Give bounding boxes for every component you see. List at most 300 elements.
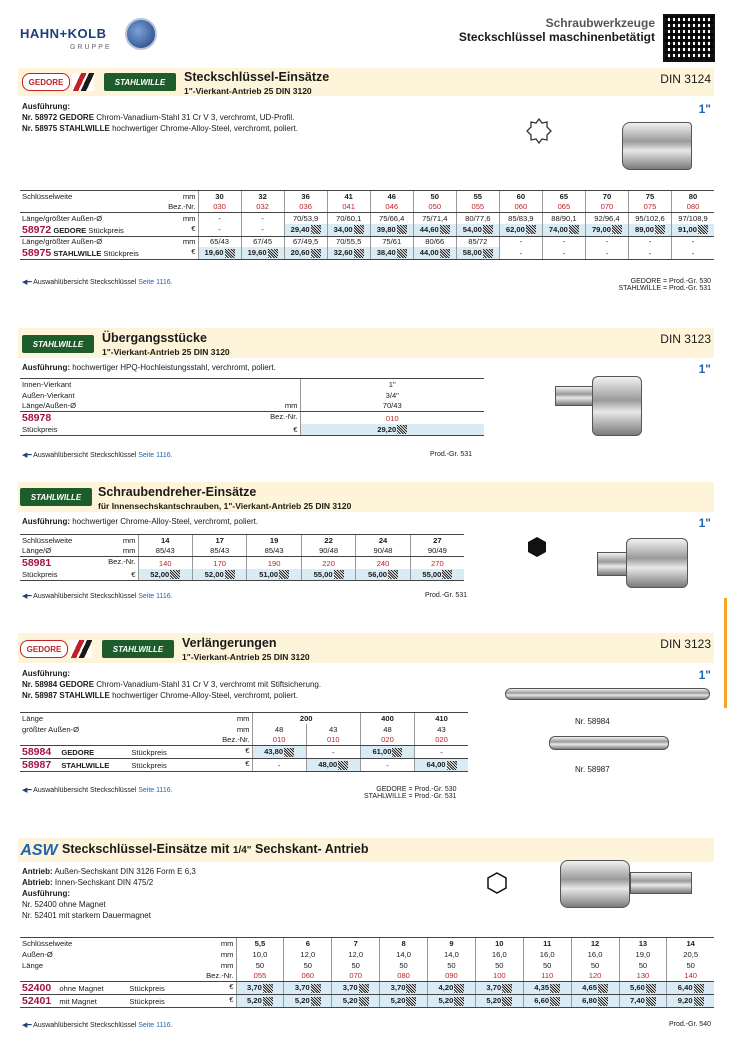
order-code: 240	[356, 557, 410, 570]
price-value: 44,00	[419, 248, 439, 258]
currency-label: €	[245, 759, 250, 768]
table-row	[20, 713, 468, 724]
price-cell[interactable]	[667, 982, 714, 995]
overview-link-page[interactable]: Seite 1116.	[138, 593, 173, 600]
product-group-info: Prod.-Gr. 540	[668, 1021, 711, 1028]
size-header: 14	[138, 535, 192, 546]
row-unit: mm	[182, 237, 196, 247]
overview-link-page[interactable]: Seite 1116.	[138, 452, 173, 459]
price-cell[interactable]	[585, 247, 628, 260]
price-value: 56,00	[368, 569, 388, 579]
size-header: 13	[619, 938, 667, 949]
price-value: -	[440, 747, 443, 757]
price-value: 39,80	[376, 224, 396, 234]
brand-label: GEDORE	[53, 225, 87, 235]
price-cell[interactable]	[300, 424, 484, 435]
price-cell[interactable]	[523, 995, 571, 1008]
section-title: Übergangsstücke	[102, 331, 207, 345]
overview-link-page[interactable]: Seite 1116.	[138, 787, 173, 794]
order-qr-icon[interactable]	[646, 984, 656, 993]
execution-label: Ausführung:	[22, 517, 70, 526]
execution-block	[22, 516, 258, 527]
price-cell[interactable]	[380, 995, 428, 1008]
order-qr-icon[interactable]	[454, 984, 464, 993]
order-qr-icon[interactable]	[359, 984, 369, 993]
price-cell[interactable]	[456, 247, 499, 260]
price-cell[interactable]	[428, 982, 476, 995]
order-code: 075	[628, 202, 671, 213]
order-qr-icon[interactable]	[354, 249, 364, 258]
currency-label: €	[229, 982, 234, 991]
overview-link-page[interactable]: Seite 1116.	[138, 279, 173, 286]
order-qr-icon[interactable]	[550, 984, 560, 993]
variant-label: mit Magnet	[59, 997, 97, 1006]
order-code: 100	[475, 971, 523, 982]
overview-link-text[interactable]: Auswahlübersicht Steckschlüssel	[33, 452, 137, 459]
price-cell[interactable]	[306, 746, 360, 759]
price-cell[interactable]	[284, 247, 327, 260]
spec-table-58984	[20, 712, 468, 772]
size-header: 32	[241, 191, 284, 202]
dimension-cell: 75/71,4	[413, 213, 456, 224]
order-qr-icon[interactable]	[483, 225, 493, 234]
order-qr-icon[interactable]	[406, 984, 416, 993]
currency-label: €	[293, 424, 298, 434]
price-value: 6,80	[582, 996, 597, 1006]
price-cell[interactable]	[672, 224, 714, 237]
label-cell	[20, 557, 138, 570]
table-row	[20, 759, 468, 772]
arrow-left-icon: ◀━	[22, 452, 32, 459]
price-cell[interactable]	[619, 982, 667, 995]
article-cell	[20, 224, 198, 237]
din-standard: DIN 3124	[660, 72, 711, 86]
price-cell[interactable]	[475, 995, 523, 1008]
diameter-cell: 16,0	[475, 949, 523, 960]
price-value: 62,00	[505, 224, 525, 234]
order-qr-icon[interactable]	[598, 997, 608, 1006]
screwdriver-socket-image[interactable]	[626, 538, 688, 588]
overview-link-text[interactable]: Auswahlübersicht Steckschlüssel	[33, 279, 137, 286]
spec-table-58978	[20, 378, 484, 436]
price-cell[interactable]	[284, 982, 332, 995]
price-cell[interactable]	[619, 995, 667, 1008]
qr-code-icon[interactable]	[663, 14, 715, 62]
price-value: -	[562, 248, 566, 258]
order-qr-icon[interactable]	[440, 225, 450, 234]
table-row	[20, 236, 714, 247]
order-qr-icon[interactable]	[359, 997, 369, 1006]
row-unit: mm	[122, 535, 136, 545]
size-header: 46	[370, 191, 413, 202]
overview-link-text[interactable]: Auswahlübersicht Steckschlüssel	[33, 593, 137, 600]
order-qr-icon[interactable]	[569, 225, 579, 234]
price-cell[interactable]	[571, 982, 619, 995]
execution-number: Nr. 58975 STAHLWILLE	[22, 124, 110, 133]
price-value: -	[277, 760, 281, 770]
order-qr-icon[interactable]	[694, 997, 704, 1006]
order-qr-icon[interactable]	[397, 249, 407, 258]
length-header: 410	[415, 713, 468, 724]
execution-variant: Nr. 52400 ohne Magnet	[22, 900, 106, 909]
order-qr-icon[interactable]	[598, 984, 608, 993]
price-cell[interactable]	[571, 995, 619, 1008]
dimension-cell: -	[628, 236, 671, 247]
price-cell[interactable]	[332, 995, 380, 1008]
table-row	[20, 960, 714, 971]
diameter-cell: 12,0	[284, 949, 332, 960]
price-cell[interactable]	[138, 569, 192, 580]
stahlwille-logo: STAHLWILLE	[102, 640, 174, 658]
price-value: 9,20	[677, 996, 693, 1006]
overview-link[interactable]	[22, 278, 173, 286]
dimension-cell: 85/43	[247, 546, 301, 557]
order-qr-icon[interactable]	[263, 997, 273, 1006]
row-label: Stückpreis	[22, 569, 58, 579]
price-cell[interactable]	[456, 224, 499, 237]
price-value: 52,00	[150, 569, 170, 579]
price-cell[interactable]	[542, 247, 585, 260]
price-cell[interactable]	[523, 982, 571, 995]
dimension-cell: 70/55,5	[327, 236, 370, 247]
order-code: 010	[306, 735, 360, 746]
order-code: 220	[301, 557, 355, 570]
price-cell[interactable]	[415, 759, 468, 772]
price-value: -	[386, 760, 389, 770]
order-qr-icon[interactable]	[225, 249, 235, 258]
price-cell[interactable]	[380, 982, 428, 995]
long-extension-image[interactable]	[505, 688, 710, 700]
price-cell[interactable]	[542, 224, 585, 237]
order-qr-icon[interactable]	[334, 570, 344, 579]
price-cell[interactable]	[236, 982, 284, 995]
price-cell[interactable]	[672, 247, 714, 260]
price-value: -	[691, 248, 695, 258]
dimension-cell: -	[585, 236, 628, 247]
dimension-cell: 85/72	[456, 236, 499, 247]
price-value: 44,60	[419, 224, 439, 234]
order-code: 110	[523, 971, 571, 982]
price-value: 4,35	[534, 983, 550, 993]
order-code: 060	[284, 971, 332, 982]
order-code: 041	[327, 202, 370, 213]
order-qr-icon[interactable]	[698, 225, 708, 234]
price-cell[interactable]	[247, 569, 301, 580]
section-title: Schraubendreher-Einsätze	[98, 485, 257, 499]
hex-shank-image	[630, 872, 692, 894]
order-qr-icon[interactable]	[442, 570, 452, 579]
price-cell[interactable]	[327, 247, 370, 260]
price-value: 19,60	[247, 248, 267, 258]
price-cell[interactable]	[252, 759, 306, 772]
length-label: Länge/Außen-Ø	[22, 401, 77, 411]
article-cell	[20, 759, 252, 772]
spec-table-58981	[20, 534, 464, 581]
price-cell[interactable]	[198, 224, 241, 237]
length-cell: 50	[523, 960, 571, 971]
order-qr-icon[interactable]	[263, 984, 273, 993]
product-group-stahlwille: STAHLWILLE = Prod.-Gr. 531	[364, 793, 457, 800]
short-extension-image[interactable]	[549, 736, 669, 750]
row-label: Länge/größter Außen-Ø	[22, 213, 103, 223]
size-header: 14	[667, 938, 714, 949]
order-qr-icon[interactable]	[454, 997, 464, 1006]
table-row	[20, 971, 714, 982]
price-cell[interactable]	[585, 224, 628, 237]
order-code: 080	[380, 971, 428, 982]
table-row	[20, 191, 714, 202]
execution-label: Ausführung:	[22, 669, 70, 678]
adapter-product-image[interactable]	[592, 376, 642, 436]
gedore-logo: GEDORE	[22, 73, 70, 91]
order-qr-icon[interactable]	[447, 761, 457, 770]
nut-setter-image[interactable]	[560, 860, 630, 908]
price-cell[interactable]	[667, 995, 714, 1008]
size-header: 24	[356, 535, 410, 546]
price-value: 29,20	[377, 424, 397, 434]
execution-number: Nr. 58984 GEDORE	[22, 680, 95, 689]
adapter-square-image	[555, 386, 595, 406]
price-value: 5,60	[630, 983, 645, 993]
size-header: 10	[475, 938, 523, 949]
order-qr-icon[interactable]	[354, 225, 364, 234]
title-fraction: 1/4"	[232, 845, 252, 856]
price-value: 3,70	[390, 983, 406, 993]
gedore-slash-icon	[72, 73, 94, 91]
dimension-cell: 97/108,9	[672, 213, 714, 224]
order-qr-icon[interactable]	[612, 225, 622, 234]
dimension-cell: 70/53,9	[284, 213, 327, 224]
price-cell[interactable]	[499, 224, 542, 237]
order-qr-icon[interactable]	[388, 570, 398, 579]
order-code: 270	[410, 557, 464, 570]
article-number[interactable]: 58972	[22, 223, 52, 236]
price-cell[interactable]	[628, 224, 671, 237]
price-cell[interactable]	[332, 982, 380, 995]
dimension-cell: 88/90,1	[542, 213, 585, 224]
price-cell[interactable]	[284, 224, 327, 237]
article-number[interactable]: 58984	[22, 746, 52, 758]
price-value: 34,00	[333, 224, 353, 234]
price-label: Stückpreis	[22, 424, 58, 434]
price-cell[interactable]	[370, 224, 413, 237]
price-cell[interactable]	[306, 759, 360, 772]
logo-subtext: GRUPPE	[70, 44, 112, 51]
length-cell: 50	[332, 960, 380, 971]
order-qr-icon[interactable]	[284, 748, 294, 757]
price-cell[interactable]	[628, 247, 671, 260]
brand-label: GEDORE	[61, 748, 95, 757]
label-cell: Außen-Vierkant	[22, 390, 75, 400]
table-row	[20, 735, 468, 746]
price-cell[interactable]	[475, 982, 523, 995]
dimension-cell: 75/61	[370, 236, 413, 247]
price-value: 61,00	[372, 747, 392, 757]
overview-link-text[interactable]: Auswahlübersicht Steckschlüssel	[33, 787, 137, 794]
order-qr-icon[interactable]	[440, 249, 450, 258]
price-cell[interactable]	[428, 995, 476, 1008]
label-cell	[20, 213, 198, 224]
label-cell	[20, 949, 236, 960]
socket-product-image[interactable]	[622, 122, 692, 170]
label-cell	[20, 960, 236, 971]
article-number[interactable]: 52400	[22, 982, 52, 994]
order-qr-icon[interactable]	[397, 425, 407, 434]
length-header: 400	[360, 713, 414, 724]
size-header: 8	[380, 938, 428, 949]
price-value: 3,70	[247, 983, 262, 993]
price-value: 4,65	[582, 983, 597, 993]
dimension-cell: 95/102,6	[628, 213, 671, 224]
order-qr-icon[interactable]	[279, 570, 289, 579]
size-header: 36	[284, 191, 327, 202]
dimension-cell: 80/66	[413, 236, 456, 247]
price-cell[interactable]	[241, 247, 284, 260]
order-qr-icon[interactable]	[311, 249, 321, 258]
price-cell[interactable]	[192, 569, 246, 580]
price-value: 6,40	[677, 983, 693, 993]
article-number[interactable]: 58975	[22, 247, 52, 259]
stahlwille-logo: STAHLWILLE	[104, 73, 176, 91]
page-edge-marker	[724, 598, 727, 708]
price-cell[interactable]	[360, 746, 414, 759]
size-header: 17	[192, 535, 246, 546]
table-row	[20, 224, 714, 237]
order-code: 020	[415, 735, 468, 746]
subcategory-title: Steckschlüssel maschinenbetätigt	[458, 30, 655, 44]
order-qr-icon[interactable]	[526, 225, 536, 234]
table-row	[20, 569, 464, 580]
price-cell[interactable]	[415, 746, 468, 759]
overview-link[interactable]	[22, 451, 173, 459]
price-cell[interactable]	[236, 995, 284, 1008]
article-number[interactable]: 52401	[22, 995, 52, 1007]
dimension-cell: 65/43	[198, 236, 241, 247]
row-label: Schlüsselweite	[22, 938, 73, 948]
order-qr-icon[interactable]	[646, 997, 656, 1006]
price-label-cell	[20, 424, 300, 435]
order-qr-icon[interactable]	[406, 997, 416, 1006]
price-value: 64,00	[426, 760, 446, 770]
price-cell[interactable]	[301, 569, 355, 580]
dimension-cell: -	[499, 236, 542, 247]
label-cell: Bez.-Nr.	[20, 735, 252, 746]
order-code: 190	[247, 557, 301, 570]
order-qr-icon[interactable]	[483, 249, 493, 258]
price-value: 20,60	[290, 248, 310, 258]
price-cell[interactable]	[413, 224, 456, 237]
row-label: Schlüsselweite	[22, 191, 73, 201]
article-number[interactable]: 58987	[22, 759, 52, 771]
order-code: 140	[667, 971, 714, 982]
row-label: größter Außen-Ø	[22, 724, 79, 734]
product-group-info	[618, 278, 711, 292]
length-cell: 50	[236, 960, 284, 971]
dimension-cell: 80/77,6	[456, 213, 499, 224]
dimension-cell: 85/43	[192, 546, 246, 557]
article-cell	[20, 247, 198, 260]
price-label: Stückpreis	[88, 225, 124, 235]
price-cell[interactable]	[499, 247, 542, 260]
price-cell[interactable]	[360, 759, 414, 772]
order-qr-icon[interactable]	[311, 984, 321, 993]
price-cell[interactable]	[284, 995, 332, 1008]
order-code: 070	[585, 202, 628, 213]
article-number[interactable]: 58978	[22, 412, 52, 424]
row-label[interactable]: 58981	[22, 557, 52, 569]
order-qr-icon[interactable]	[392, 748, 402, 757]
order-qr-icon[interactable]	[311, 997, 321, 1006]
price-value: 51,00	[259, 569, 279, 579]
hex-bit-image	[597, 552, 627, 576]
order-qr-icon[interactable]	[502, 997, 512, 1006]
order-qr-icon[interactable]	[311, 225, 321, 234]
order-qr-icon[interactable]	[694, 984, 704, 993]
price-cell[interactable]	[413, 247, 456, 260]
order-qr-icon[interactable]	[502, 984, 512, 993]
label-cell	[20, 713, 252, 724]
price-value: 54,00	[462, 224, 482, 234]
order-code: 030	[198, 202, 241, 213]
overview-link[interactable]	[22, 1021, 173, 1029]
table-row	[20, 995, 714, 1008]
price-cell[interactable]	[252, 746, 306, 759]
order-qr-icon[interactable]	[338, 761, 348, 770]
order-code: 065	[542, 202, 585, 213]
label-cell	[20, 938, 236, 949]
execution-label: Ausführung:	[22, 889, 70, 898]
size-header: 55	[456, 191, 499, 202]
dimension-cell: 92/96,4	[585, 213, 628, 224]
price-cell[interactable]	[327, 224, 370, 237]
row-unit: mm	[220, 960, 234, 970]
price-cell[interactable]	[356, 569, 410, 580]
order-qr-icon[interactable]	[397, 225, 407, 234]
order-qr-icon[interactable]	[655, 225, 665, 234]
table-row	[20, 724, 468, 735]
table-row	[20, 557, 464, 570]
currency-label: €	[191, 223, 196, 233]
price-cell[interactable]	[198, 247, 241, 260]
dimension-cell: -	[241, 213, 284, 224]
order-qr-icon[interactable]	[225, 570, 235, 579]
price-value: 79,00	[591, 224, 611, 234]
order-code: 090	[428, 971, 476, 982]
overview-link[interactable]	[22, 592, 173, 600]
execution-text: hochwertiger Chrome-Alloy-Steel, verchromt, poliert.	[109, 124, 298, 133]
label-cell	[20, 535, 138, 546]
price-label: Stückpreis	[129, 997, 165, 1006]
size-header: 22	[301, 535, 355, 546]
size-header: 41	[327, 191, 370, 202]
overview-link-page[interactable]: Seite 1116.	[138, 1022, 173, 1029]
execution-block	[22, 362, 276, 373]
row-label: Schlüsselweite	[22, 535, 73, 545]
price-cell[interactable]	[410, 569, 464, 580]
price-cell[interactable]	[241, 224, 284, 237]
dimension-cell: 75/66,4	[370, 213, 413, 224]
order-code: 032	[241, 202, 284, 213]
label-cell: Bez.-Nr.	[20, 971, 236, 982]
overview-link[interactable]	[22, 786, 173, 794]
row-label: Länge	[22, 960, 44, 970]
order-qr-icon[interactable]	[268, 249, 278, 258]
price-cell[interactable]	[370, 247, 413, 260]
order-qr-icon[interactable]	[550, 997, 560, 1006]
overview-link-text[interactable]: Auswahlübersicht Steckschlüssel	[33, 1022, 137, 1029]
price-value: 5,20	[342, 996, 358, 1006]
order-qr-icon[interactable]	[170, 570, 180, 579]
